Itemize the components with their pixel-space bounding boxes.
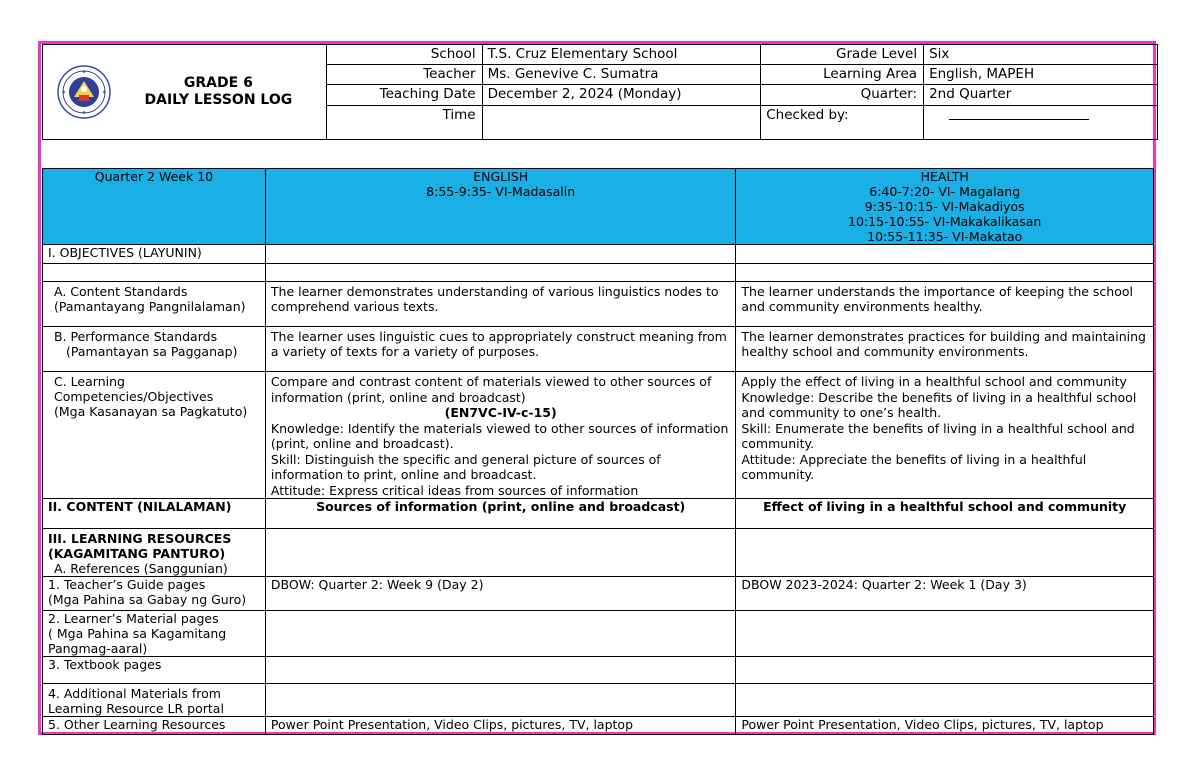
teacher-label: Teacher (326, 65, 482, 85)
health-schedule-1: 6:40-7:20- VI- Magalang (869, 184, 1021, 199)
health-skill: Skill: Enumerate the benefits of living in a healthful school and community. (741, 420, 1135, 451)
resources-health (736, 529, 1154, 577)
english-title: ENGLISH (473, 169, 529, 184)
additional-materials-health (736, 684, 1154, 717)
competencies-health (736, 372, 1154, 499)
quarter-value: 2nd Quarter (924, 85, 1158, 105)
health-schedule-4: 10:55-11:35- VI-Makatao (867, 229, 1023, 244)
content-standards-title: A. Content Standards (54, 284, 188, 299)
performance-standards-label (43, 327, 266, 372)
additional-materials-label (43, 684, 266, 717)
health-header (736, 169, 1154, 245)
health-schedule-2: 9:35-10:15- VI-Makadiyos (864, 199, 1025, 214)
references-label: A. References (Sanggunian) (54, 561, 228, 576)
title-log: DAILY LESSON LOG (144, 92, 293, 108)
health-attitude: Attitude: Appreciate the benefits of living in a healthful community. (741, 451, 1087, 482)
teacher-value: Ms. Genevive C. Sumatra (482, 65, 761, 85)
school-value: T.S. Cruz Elementary School (482, 45, 761, 65)
english-competency: Compare and contrast content of materials viewed to other sources of information (print, online and broadcast) (270, 374, 712, 405)
content-english: Sources of information (print, online and broadcast) (265, 499, 735, 529)
quarter-label: Quarter: (761, 85, 924, 105)
english-attitude: Attitude: Express critical ideas from sources of information (270, 482, 639, 498)
health-knowledge: Knowledge: Describe the benefits of living in a healthful school and community to one’s health. (741, 389, 1137, 420)
english-skill: Skill: Distinguish the specific and general picture of sources of information to print, online and broadcast. (270, 451, 661, 482)
grade-level-value: Six (924, 45, 1158, 65)
content-standards-label (43, 282, 266, 327)
english-knowledge: Knowledge: Identify the materials viewed to other sources of information (print, online and broadcast). (270, 420, 729, 451)
performance-standards-subtitle: (Pamantayan sa Pagganap) (66, 344, 238, 359)
content-label: II. CONTENT (NILALAMAN) (43, 499, 266, 529)
health-schedule-3: 10:15-10:55- VI-Makakalikasan (848, 214, 1042, 229)
learning-area-value: English, MAPEH (924, 65, 1158, 85)
additional-materials-title: 4. Additional Materials from (48, 686, 221, 701)
blank-row-health (736, 264, 1154, 282)
grade-level-label: Grade Level (761, 45, 924, 65)
resources-label (43, 529, 266, 577)
time-label: Time (326, 105, 482, 139)
other-resources-health: Power Point Presentation, Video Clips, pictures, TV, laptop (736, 717, 1154, 735)
learners-material-health (736, 611, 1154, 657)
dll-title (111, 75, 326, 109)
learners-material-subtitle-2: Pangmag-aaral) (48, 641, 148, 656)
content-standards-english: The learner demonstrates understanding of various linguistics nodes to comprehend various texts. (265, 282, 735, 327)
additional-materials-english (265, 684, 735, 717)
checked-by-label: Checked by: (761, 105, 924, 139)
english-header (265, 169, 735, 245)
resources-subtitle: (KAGAMITANG PANTURO) (48, 546, 226, 561)
learners-material-label (43, 611, 266, 657)
performance-standards-health: The learner demonstrates practices for building and maintaining healthy school and community environments. (736, 327, 1154, 372)
content-health: Effect of living in a healthful school and community (736, 499, 1154, 529)
signature-line (949, 107, 1089, 120)
learners-material-title: 2. Learner’s Material pages (48, 611, 219, 626)
textbook-health (736, 657, 1154, 684)
textbook-label: 3. Textbook pages (43, 657, 266, 684)
time-value (482, 105, 761, 139)
resources-english (265, 529, 735, 577)
performance-standards-english: The learner uses linguistic cues to appropriately construct meaning from a variety of texts for a variety of purposes. (265, 327, 735, 372)
english-competency-code: (EN7VC-IV-c-15) (444, 405, 557, 420)
objectives-health (736, 245, 1154, 264)
competencies-title: C. Learning (54, 374, 125, 389)
resources-title: III. LEARNING RESOURCES (48, 531, 232, 546)
additional-materials-subtitle: Learning Resource LR portal (48, 701, 224, 716)
competencies-title-2: Competencies/Objectives (54, 389, 214, 404)
performance-standards-title: B. Performance Standards (54, 329, 218, 344)
health-competency: Apply the effect of living in a healthful school and community (741, 374, 1127, 389)
teachers-guide-health: DBOW 2023-2024: Quarter 2: Week 1 (Day 3) (736, 577, 1154, 611)
blank-row-english (265, 264, 735, 282)
learning-area-label: Learning Area (761, 65, 924, 85)
other-resources-english: Power Point Presentation, Video Clips, pictures, TV, laptop (265, 717, 735, 735)
teachers-guide-label (43, 577, 266, 611)
textbook-english (265, 657, 735, 684)
competencies-english (265, 372, 735, 499)
teaching-date-value: December 2, 2024 (Monday) (482, 85, 761, 105)
deped-seal-icon (57, 65, 111, 119)
objectives-english (265, 245, 735, 264)
teaching-date-label: Teaching Date (326, 85, 482, 105)
competencies-subtitle: (Mga Kasanayan sa Pagkatuto) (54, 404, 248, 419)
learners-material-subtitle: ( Mga Pahina sa Kagamitang (48, 626, 227, 641)
header-logo-cell (43, 45, 327, 140)
other-resources-label: 5. Other Learning Resources (43, 717, 266, 735)
english-schedule: 8:55-9:35- VI-Madasalin (426, 184, 576, 199)
blank-row-label (43, 264, 266, 282)
learners-material-english (265, 611, 735, 657)
school-label: School (326, 45, 482, 65)
teachers-guide-subtitle: (Mga Pahina sa Gabay ng Guro) (48, 592, 247, 607)
header-table (42, 44, 1158, 140)
competencies-label (43, 372, 266, 499)
checked-by-value (924, 105, 1158, 139)
title-grade: GRADE 6 (183, 75, 253, 91)
content-standards-health: The learner understands the importance of keeping the school and community environments healthy. (736, 282, 1154, 327)
content-standards-subtitle: (Pamantayang Pangnilalaman) (54, 299, 246, 314)
objectives-label: I. OBJECTIVES (LAYUNIN) (43, 245, 266, 264)
health-title: HEALTH (920, 169, 969, 184)
week-header: Quarter 2 Week 10 (43, 169, 266, 245)
teachers-guide-title: 1. Teacher’s Guide pages (48, 577, 206, 592)
lesson-table (42, 168, 1154, 735)
teachers-guide-english: DBOW: Quarter 2: Week 9 (Day 2) (265, 577, 735, 611)
